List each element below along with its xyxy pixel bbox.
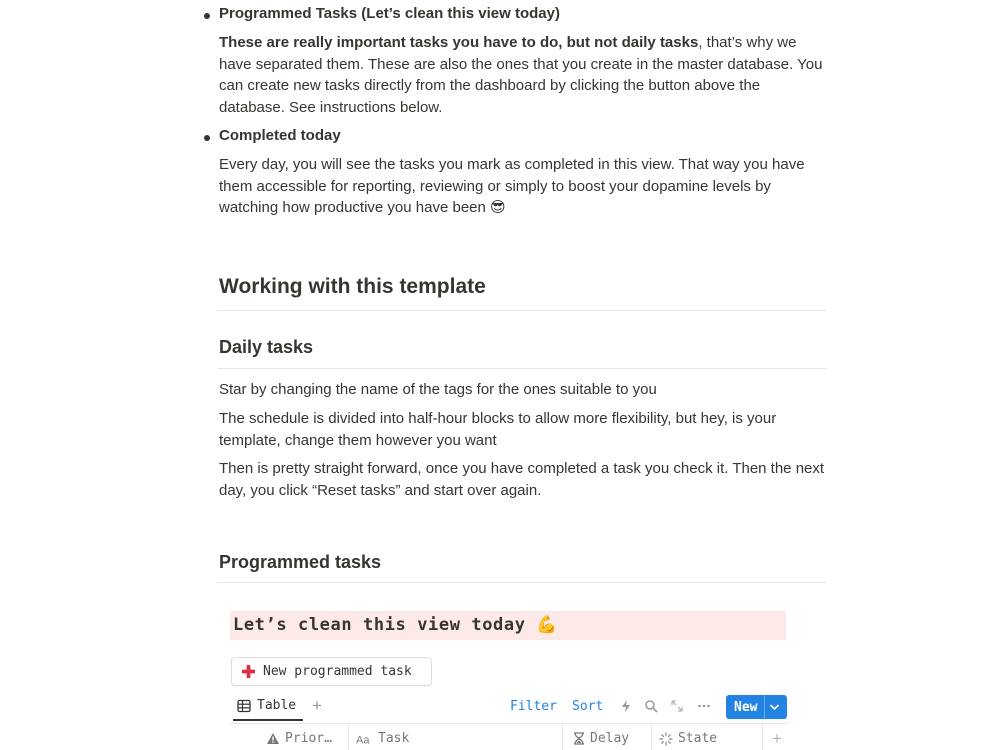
bullet-title: Programmed Tasks (Let’s clean this view today) — [219, 5, 560, 22]
column-header-label: Prior… — [285, 731, 332, 746]
bullet-body: , that’s why we have separated them. These are also the ones that you create in the master database. You can create new tasks directly from the dashboard by clicking the button above the database. See instructions below. — [219, 34, 823, 116]
search-icon[interactable] — [644, 699, 658, 713]
bullet-programmed-tasks — [219, 4, 827, 24]
column-header-label: Task — [378, 731, 410, 746]
section-title: Working with this template — [219, 275, 486, 298]
bullet-dot — [204, 135, 210, 141]
button-divider — [764, 695, 765, 719]
column-header-delay[interactable] — [573, 731, 629, 746]
column-header-state[interactable] — [659, 731, 717, 746]
warning-icon — [266, 732, 280, 745]
automation-bolt-icon[interactable] — [619, 699, 633, 713]
status-icon — [659, 732, 673, 746]
column-header-label: Delay — [590, 731, 630, 746]
svg-text:Aa: Aa — [356, 734, 370, 745]
table-icon — [237, 699, 251, 713]
active-view-underline — [233, 719, 303, 721]
daily-paragraph: The schedule is divided into half-hour blocks to allow more flexibility, but hey, is your template, change them however you want — [219, 410, 777, 449]
column-separator — [762, 724, 763, 750]
divider — [217, 368, 827, 369]
callout-block — [230, 611, 786, 640]
bullet-description: Every day, you will see the tasks you mark as completed in this view. That way you have them accessible for reporting, reviewing or simply to boost your dopamine levels by watching how productive you have been 😎 — [219, 156, 805, 216]
new-programmed-task-label: New programmed task — [263, 664, 412, 679]
column-separator — [562, 724, 563, 750]
bullet-title: Completed today — [219, 127, 341, 144]
column-header-task[interactable] — [356, 731, 409, 746]
column-separator — [348, 724, 349, 750]
column-separator — [651, 724, 652, 750]
daily-tasks-heading: Daily tasks — [219, 337, 314, 357]
sort-button[interactable]: Sort — [572, 699, 604, 714]
database-toolbar — [230, 694, 788, 721]
add-view-button[interactable]: + — [312, 696, 322, 715]
column-header-label: State — [678, 731, 718, 746]
new-programmed-task-button[interactable] — [231, 657, 432, 686]
divider — [217, 310, 827, 311]
view-tab-label: Table — [257, 698, 297, 713]
callout-text: Let’s clean this view today 💪 — [233, 615, 559, 635]
bullet-dot — [204, 13, 210, 19]
view-tab-table[interactable] — [237, 698, 296, 713]
bold-lead: These are really important tasks you have to do, but not daily tasks — [219, 34, 699, 51]
bullet-completed-today — [219, 126, 827, 146]
red-plus-icon — [241, 664, 256, 679]
add-column-button[interactable]: + — [772, 729, 782, 748]
bullet-description — [219, 32, 827, 118]
hourglass-icon — [573, 732, 585, 745]
column-header-priority[interactable] — [266, 731, 332, 746]
new-button-label: New — [734, 700, 758, 715]
more-options-icon[interactable] — [697, 699, 711, 713]
expand-arrows-icon[interactable] — [670, 699, 684, 713]
table-header-top-border — [230, 723, 788, 724]
programmed-tasks-heading: Programmed tasks — [219, 552, 382, 572]
divider — [217, 582, 827, 583]
daily-paragraph: Then is pretty straight forward, once you have completed a task you check it. Then the next day, you click “Reset tasks” and start over again. — [219, 460, 825, 499]
text-property-icon — [356, 733, 373, 745]
daily-paragraph: Star by changing the name of the tags for the ones suitable to you — [219, 381, 657, 398]
filter-button[interactable]: Filter — [510, 699, 557, 714]
new-record-button[interactable] — [726, 695, 787, 719]
chevron-down-icon[interactable] — [769, 702, 780, 713]
